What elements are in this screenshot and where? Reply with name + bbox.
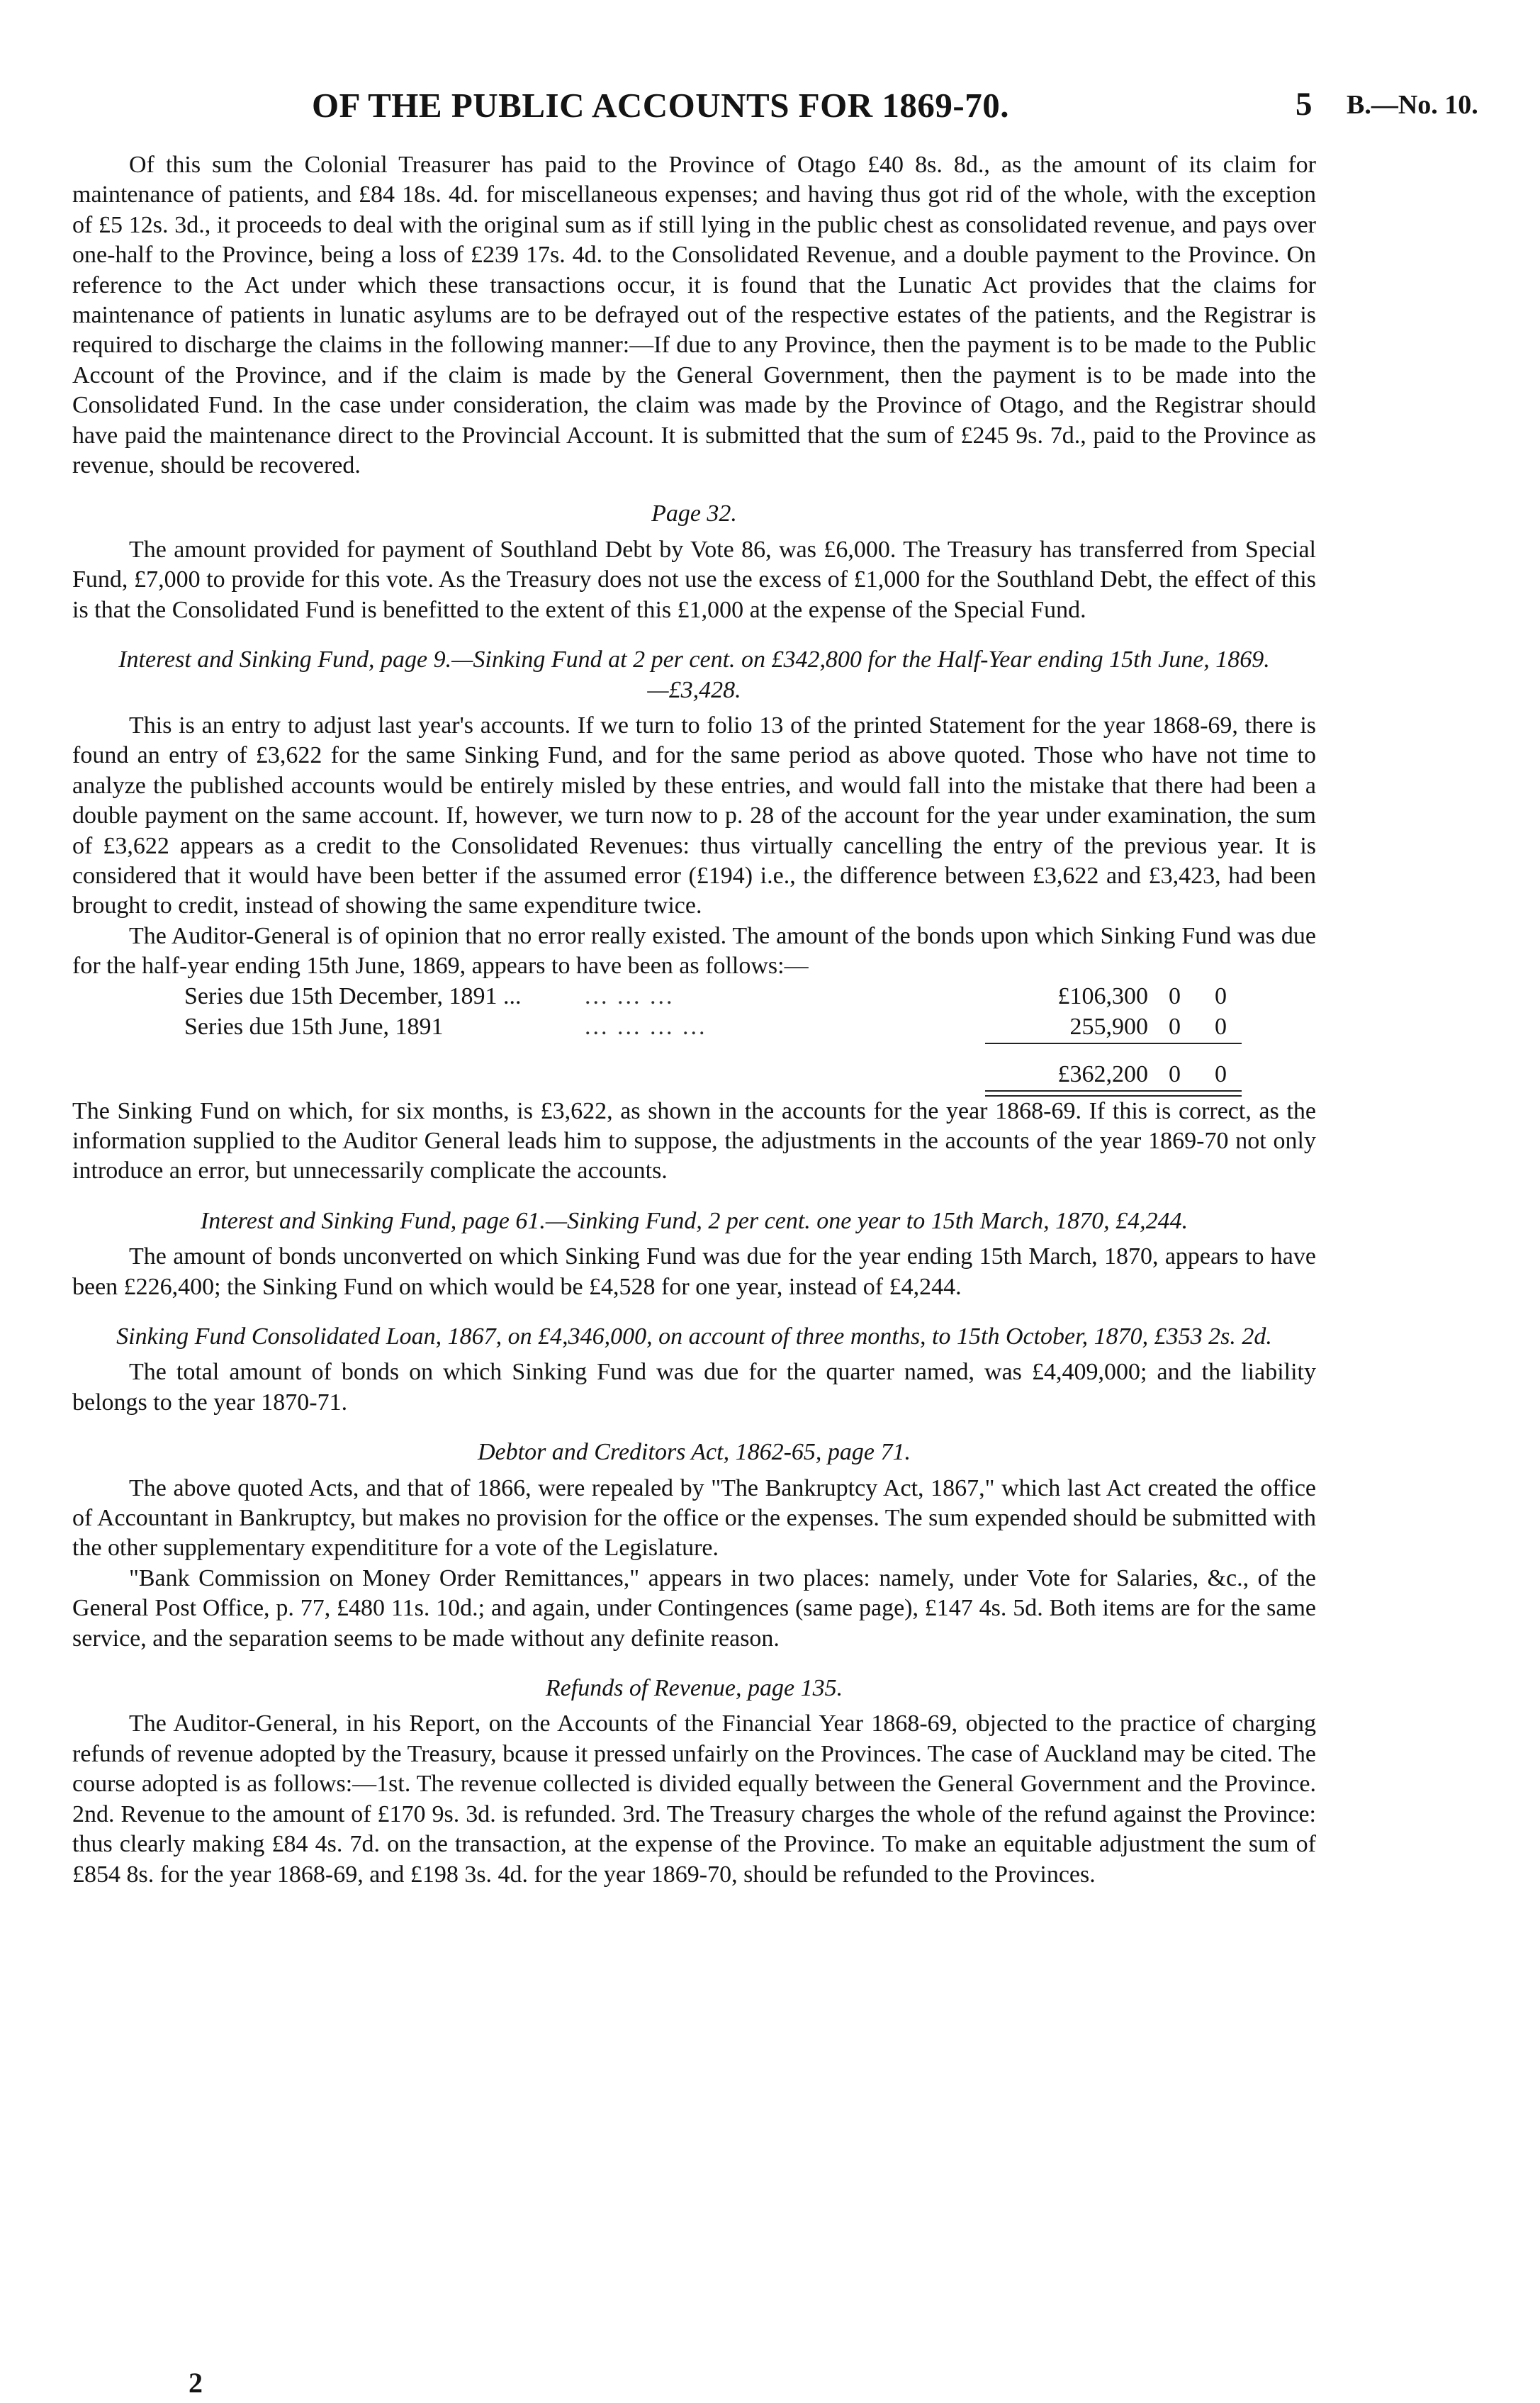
ledger-pounds: £106,300 [1057,982,1148,1009]
page-title: OF THE PUBLIC ACCOUNTS FOR 1869-70. [312,86,1009,125]
ledger-row [184,1012,1261,1043]
paragraph-bonds-unconverted: The amount of bonds unconverted on which Sinking Fund was due for the year ending 15th March, 1870, appears to have been £226,400; the Sinking Fund on which would be £4,528 for one year, instead of £4,244. [72,1243,1316,1300]
ledger-total-pounds: £362,200 [1057,1060,1148,1087]
ledger-double-rule [985,1090,1242,1097]
ledger-pounds: 255,900 [1069,1013,1148,1040]
section-heading-refunds: Refunds of Revenue, page 135. [545,1675,843,1702]
paragraph-bankruptcy-act: The above quoted Acts, and that of 1866, were repealed by "The Bankruptcy Act, 1867," which last Act created the office of Accountant in Bankruptcy, but makes no provision for the office or the expenses. The sum expended should be submitted with the other supplementary expendititure for a vote of the Legislature. [72,1474,1316,1562]
document-reference: B.—No. 10. [1347,90,1478,120]
paragraph-sinking-fund-six-months: The Sinking Fund on which, for six months, is £3,622, as shown in the accounts for the year 1868-69. If this is correct, as the information supplied to the Auditor General leads him to suppose, the adjustments in the accounts of the year 1869-70 not only introduce an error, but unnecessarily complicate the accounts. [72,1097,1316,1184]
ledger-leader: ... ... ... ... [585,1013,707,1040]
section-heading-sinking-fund-page61: Interest and Sinking Fund, page 61.—Sinking Fund, 2 per cent. one year to 15th March, 1870, £4,244. [200,1207,1188,1234]
paragraph-auditor-opinion: The Auditor-General is of opinion that no error really existed. The amount of the bonds upon which Sinking Fund was due for the half-year ending 15th June, 1869, appears to have been as follows:— [72,922,1316,980]
section-heading-debtor-creditors: Debtor and Creditors Act, 1862-65, page 71. [477,1439,911,1466]
ledger-total-row [184,1060,1261,1090]
paragraph-refunds: The Auditor-General, in his Report, on the Accounts of the Financial Year 1868-69, objected to the practice of charging refunds of revenue adopted by the Treasury, bcause it pressed unfairly on the Provinces. The case of Auckland may be cited. The course adopted is as follows:—1st. The revenue collected is divided equally between the General Government and the Province. 2nd. Revenue to the amount of £170 9s. 3d. is refunded. 3rd. The Treasury charges the whole of the refund against the Province: thus clearly making £84 4s. 7d. on the transaction, at the expense of the Province. To make an equitable adjustment the sum of £854 8s. for the year 1868-69, and £198 3s. 4d. for the year 1869-70, should be refunded to the Provinces. [72,1710,1316,1888]
ledger-pence: 0 [1215,982,1227,1009]
ledger-row [184,982,1261,1012]
ledger-total-shillings: 0 [1169,1060,1181,1087]
paragraph-southland-debt: The amount provided for payment of Southland Debt by Vote 86, was £6,000. The Treasury has transferred from Special Fund, £7,000 to provide for this vote. As the Treasury does not use the excess of £1,000 for the Southland Debt, the effect of this is that the Consolidated Fund is benefitted to the extent of this £1,000 at the expense of the Special Fund. [72,536,1316,623]
page-number: 5 [1295,86,1313,123]
page-header [0,85,1540,135]
document-body [72,150,1316,1890]
section-heading-page32: Page 32. [651,500,737,527]
ledger-total-pence: 0 [1215,1060,1227,1087]
ledger-label: Series due 15th June, 1891 [184,1013,444,1040]
ledger-label: Series due 15th December, 1891 ... [184,982,522,1009]
paragraph-otago: Of this sum the Colonial Treasurer has paid to the Province of Otago £40 8s. 8d., as the amount of its claim for maintenance of patients, and £84 18s. 4d. for miscellaneous expenses; and having thus got rid of the whole, with the exception of £5 12s. 3d., it proceeds to deal with the original sum as if still lying in the public chest as consolidated revenue, and pays over one-half to the Province, being a loss of £239 17s. 4d. to the Consolidated Revenue, and a double payment to the Province. On reference to the Act under which these transactions occur, it is found that the Lunatic Act provides that the claims for maintenance of patients in lunatic asylums are to be defrayed out of the respective estates of the patients, and the Registrar is required to discharge the claims in the following manner:—If due to any Province, then the payment is to be made to the Public Account of the Province, and if the claim is made by the General Government, then the payment is to be made into the Consolidated Fund. In the case under consideration, the claim was made by the Province of Otago, and the Registrar should have paid the maintenance direct to the Provincial Account. It is submitted that the sum of £245 9s. 7d., paid to the Province as revenue, should be recovered. [72,152,1316,479]
ledger-pence: 0 [1215,1013,1227,1040]
paragraph-bank-commission: "Bank Commission on Money Order Remittances," appears in two places: namely, under Vote for Salaries, &c., of the General Post Office, p. 77, £480 11s. 10d.; and again, under Contingences (same page), £147 4s. 5d. Both items are for the same service, and the separation seems to be made without any definite reason. [72,1564,1316,1652]
section-heading-consolidated-loan: Sinking Fund Consolidated Loan, 1867, on £4,346,000, on account of three months, to 15th October, 1870, £353 2s. 2d. [116,1323,1272,1350]
paragraph-total-bonds: The total amount of bonds on which Sinking Fund was due for the quarter named, was £4,409,000; and the liability belongs to the year 1870-71. [72,1359,1316,1416]
signature-mark: 2 [189,2367,203,2399]
paragraph-adjust-accounts: This is an entry to adjust last year's accounts. If we turn to folio 13 of the printed Statement for the year 1868-69, there is found an entry of £3,622 for the same Sinking Fund, and for the same period as above quoted. Those who have not time to analyze the published accounts would be entirely misled by these entries, and would fall into the mistake that there had been a double payment on the same account. If, however, we turn now to p. 28 of the account for the year under examination, the sum of £3,622 appears as a credit to the Consolidated Revenues: thus virtually cancelling the entry of the previous year. It is considered that it would have been better if the assumed error (£194) i.e., the difference between £3,622 and £3,423, had been brought to credit, instead of showing the same expenditure twice. [72,712,1316,919]
ledger-shillings: 0 [1169,982,1181,1009]
ledger-rule [985,1043,1242,1044]
ledger-leader: ... ... ... [585,982,675,1009]
ledger-shillings: 0 [1169,1013,1181,1040]
section-heading-sinking-fund-page9: Interest and Sinking Fund, page 9.—Sinking Fund at 2 per cent. on £342,800 for the Half-Year ending 15th June, 1869.—£3,428. [118,646,1270,703]
bond-ledger [184,982,1261,1097]
